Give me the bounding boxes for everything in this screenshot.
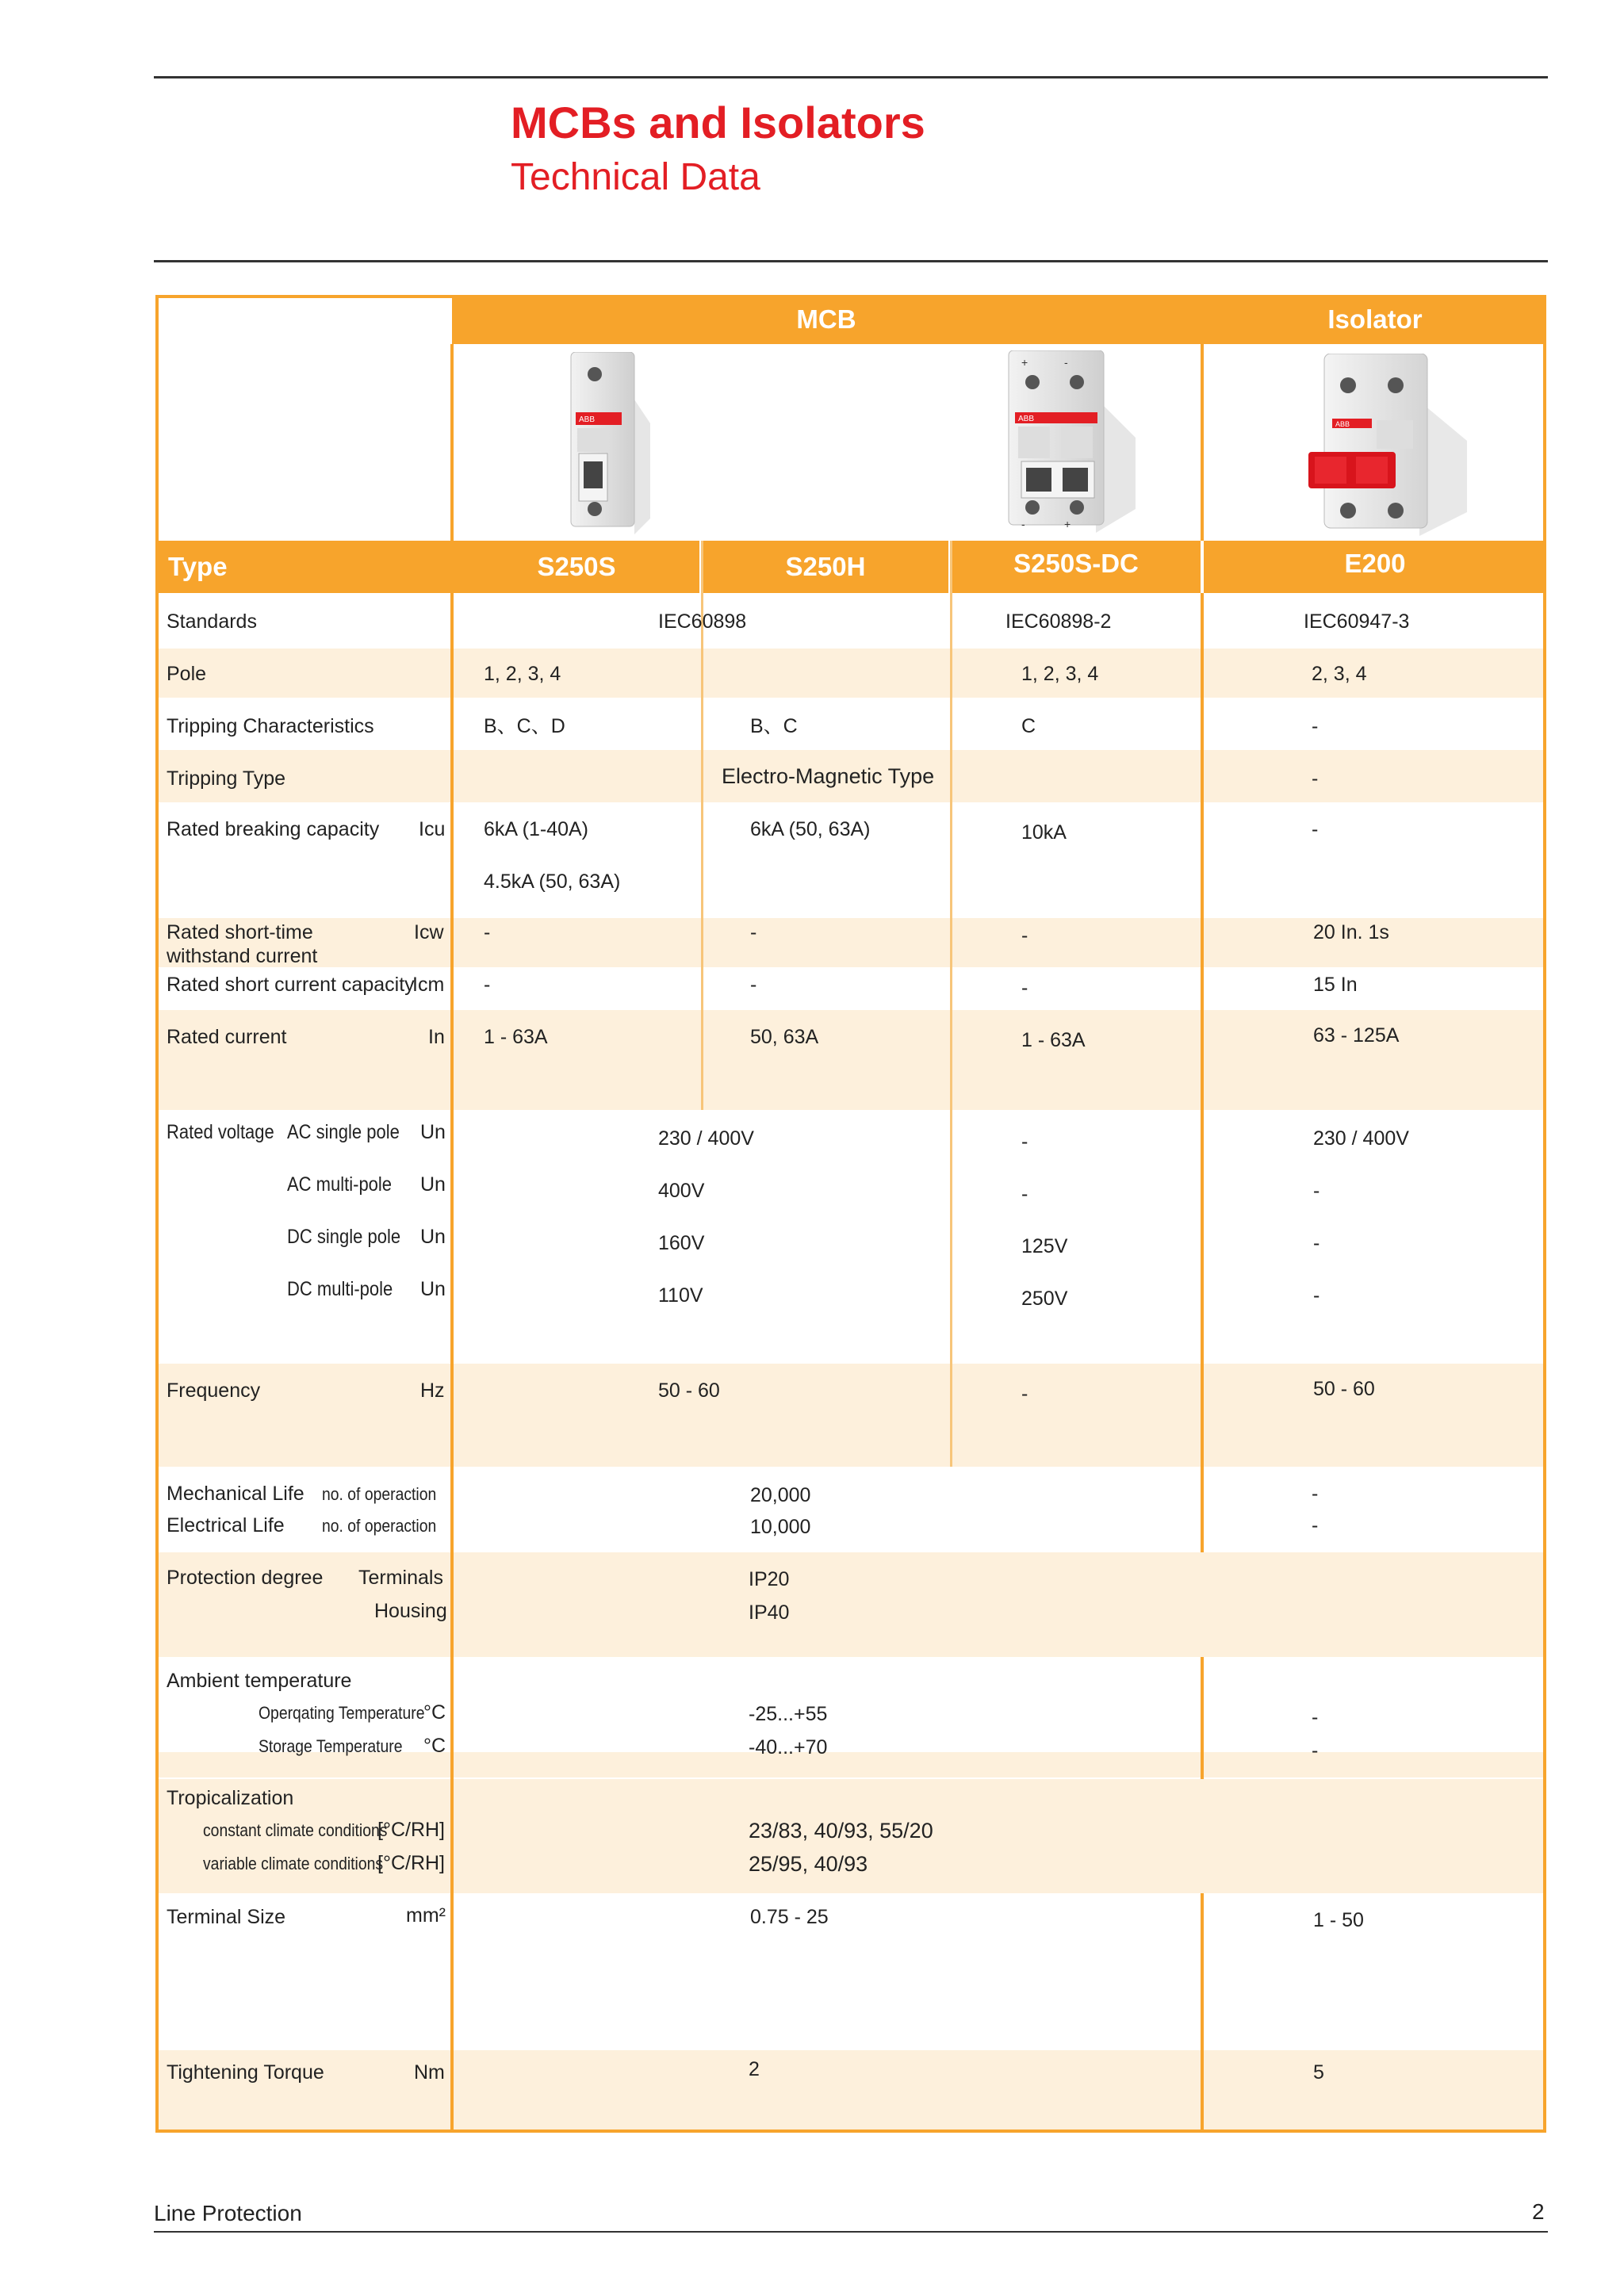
elec-life-value: 10,000 (750, 1516, 811, 1538)
voltage-dc-multi-dc: 250V (1021, 1288, 1068, 1310)
footer-rule (154, 2231, 1548, 2233)
band-torque (159, 2050, 1543, 2130)
voltage-ac-multi-e200: - (1313, 1180, 1320, 1202)
current-s250h: 50, 63A (750, 1026, 819, 1048)
breaking-dc: 10kA (1021, 821, 1067, 844)
standards-s250: IEC60898 (658, 610, 747, 633)
torque-mcb: 2 (749, 2058, 760, 2080)
pole-s250: 1, 2, 3, 4 (484, 663, 561, 685)
page-subtitle: Technical Data (511, 156, 760, 198)
voltage-dc-single-s250: 160V (658, 1232, 705, 1254)
tripping-char-label: Tripping Characteristics (167, 715, 374, 737)
current-e200: 63 - 125A (1313, 1024, 1400, 1047)
col-line-mcb-isolator (1201, 295, 1204, 541)
ambient-st-unit: °C (423, 1735, 446, 1757)
protection-housing-label: Housing (374, 1600, 447, 1622)
tropical-variable-label: variable climate conditions (203, 1854, 384, 1873)
svg-text:-: - (1021, 518, 1025, 530)
breaking-e200: - (1312, 818, 1319, 840)
short-cap-s250h: - (750, 974, 757, 996)
tropical-variable-unit: [°C/RH] (377, 1852, 445, 1874)
voltage-ac-multi-unit: Un (420, 1173, 446, 1196)
ambient-op-unit: °C (423, 1701, 446, 1724)
svg-text:-: - (1064, 356, 1068, 369)
tripping-type-e200: - (1312, 767, 1319, 790)
voltage-dc-single-label: DC single pole (287, 1226, 401, 1248)
frequency-unit: Hz (420, 1380, 445, 1402)
elec-life-unit: no. of operaction (322, 1516, 437, 1536)
short-time-e200: 20 In. 1s (1313, 921, 1389, 943)
pole-e200: 2, 3, 4 (1312, 663, 1367, 685)
frequency-e200: 50 - 60 (1313, 1378, 1375, 1400)
col-line-e200-c (1201, 1893, 1204, 2131)
voltage-dc-single-unit: Un (420, 1226, 446, 1248)
protection-label: Protection degree (167, 1567, 324, 1589)
terminal-size-unit: mm² (406, 1904, 446, 1927)
standards-e200: IEC60947-3 (1304, 610, 1410, 633)
voltage-label: Rated voltage (167, 1121, 274, 1143)
breaking-s250s-1: 6kA (1-40A) (484, 818, 589, 840)
title-rule (154, 260, 1548, 262)
col-line-dc (950, 541, 952, 1467)
tropical-label: Tropicalization (167, 1787, 294, 1809)
breaking-unit: Icu (419, 818, 446, 840)
mech-life-e200: - (1312, 1483, 1319, 1505)
current-unit: In (428, 1026, 445, 1048)
mech-life-value: 20,000 (750, 1484, 811, 1506)
protection-terminals-label: Terminals (358, 1567, 443, 1589)
ambient-st-e200: - (1312, 1739, 1319, 1762)
s250h-header (703, 541, 948, 593)
voltage-ac-single-dc: - (1021, 1131, 1028, 1153)
short-time-unit: Icw (414, 921, 444, 943)
voltage-dc-multi-s250: 110V (658, 1284, 703, 1307)
short-time-label-1: Rated short-time (167, 921, 313, 943)
col-line-e200-b (1201, 1657, 1204, 1779)
short-time-dc: - (1021, 924, 1028, 947)
short-cap-e200: 15 In (1313, 974, 1358, 996)
tropical-variable-value: 25/95, 40/93 (749, 1852, 868, 1876)
isolator-group-label: Isolator (1327, 304, 1423, 334)
tripping-type-label: Tripping Type (167, 767, 286, 790)
standards-dc: IEC60898-2 (1005, 610, 1112, 633)
ambient-op-value: -25...+55 (749, 1703, 828, 1725)
voltage-ac-single-unit: Un (420, 1121, 446, 1143)
elec-life-e200: - (1312, 1514, 1319, 1536)
s250s-header (454, 541, 699, 593)
voltage-dc-single-e200: - (1313, 1232, 1320, 1254)
voltage-dc-multi-unit: Un (420, 1278, 446, 1300)
svg-text:ABB: ABB (1018, 415, 1035, 423)
svg-text:ABB: ABB (1335, 420, 1350, 428)
col-line-e200-a (1201, 593, 1204, 1552)
e200-product-image (1300, 354, 1467, 536)
svg-text:+: + (1064, 518, 1071, 530)
mcb-group-label: MCB (796, 304, 856, 334)
tropical-constant-unit: [°C/RH] (377, 1819, 445, 1841)
mech-life-unit: no. of operaction (322, 1484, 437, 1504)
col-line-label (450, 344, 454, 2133)
tropical-constant-value: 23/83, 40/93, 55/20 (749, 1819, 933, 1843)
short-cap-s250s: - (484, 974, 491, 996)
short-cap-label: Rated short current capacity (167, 974, 415, 996)
tripping-char-s250h: B、C (750, 715, 798, 737)
short-cap-unit: Icm (412, 974, 445, 996)
ambient-st-value: -40...+70 (749, 1736, 828, 1758)
short-time-s250h: - (750, 921, 757, 943)
breaking-label: Rated breaking capacity (167, 818, 380, 840)
elec-life-label: Electrical Life (167, 1514, 285, 1536)
s250s-product-image (555, 352, 650, 534)
protection-housing-value: IP40 (749, 1601, 790, 1624)
tripping-char-dc: C (1021, 715, 1036, 737)
terminal-size-e200: 1 - 50 (1313, 1909, 1364, 1931)
s250s-dc-product-image (1001, 350, 1136, 533)
e200-header (1204, 541, 1546, 593)
frequency-s250: 50 - 60 (658, 1380, 720, 1402)
current-dc: 1 - 63A (1021, 1029, 1086, 1051)
voltage-ac-multi-label: AC multi-pole (287, 1173, 393, 1196)
voltage-ac-single-s250: 230 / 400V (658, 1127, 754, 1150)
voltage-ac-single-label: AC single pole (287, 1121, 400, 1143)
breaking-s250s-2: 4.5kA (50, 63A) (484, 871, 621, 893)
top-rule (154, 76, 1548, 78)
current-s250s: 1 - 63A (484, 1026, 548, 1048)
type-label: Type (168, 552, 228, 581)
pole-dc: 1, 2, 3, 4 (1021, 663, 1099, 685)
ambient-st-label: Storage Temperature (259, 1736, 403, 1756)
s250s-dc-header (952, 541, 1201, 593)
short-cap-dc: - (1021, 977, 1028, 999)
page-title: MCBs and Isolators (511, 98, 925, 147)
terminal-size-mcb: 0.75 - 25 (750, 1906, 829, 1928)
voltage-dc-multi-label: DC multi-pole (287, 1278, 393, 1300)
s250s-label: S250S (537, 552, 616, 581)
standards-label: Standards (167, 610, 257, 633)
footer-section-title: Line Protection (154, 2201, 302, 2225)
breaking-s250h: 6kA (50, 63A) (750, 818, 871, 840)
page-number: 2 (1532, 2199, 1545, 2224)
torque-unit: Nm (414, 2061, 445, 2084)
pole-label: Pole (167, 663, 207, 685)
short-time-s250s: - (484, 921, 491, 943)
voltage-dc-multi-e200: - (1313, 1284, 1320, 1307)
e200-label: E200 (1344, 549, 1406, 578)
voltage-ac-multi-s250: 400V (658, 1180, 705, 1202)
voltage-ac-single-e200: 230 / 400V (1313, 1127, 1409, 1150)
s250s-dc-label: S250S-DC (1013, 549, 1139, 578)
type-header-cell (155, 541, 450, 593)
tripping-char-e200: - (1312, 715, 1319, 737)
tropical-constant-label: constant climate conditions (203, 1820, 388, 1840)
ambient-op-e200: - (1312, 1706, 1319, 1728)
short-time-label-2: withstand current (167, 945, 318, 967)
ambient-label: Ambient temperature (167, 1670, 352, 1692)
terminal-size-label: Terminal Size (167, 1906, 286, 1928)
s250h-label: S250H (785, 552, 866, 581)
ambient-op-label: Operqating Temperature (259, 1703, 425, 1723)
torque-e200: 5 (1313, 2061, 1324, 2084)
voltage-ac-multi-dc: - (1021, 1183, 1028, 1205)
mech-life-label: Mechanical Life (167, 1483, 304, 1505)
torque-label: Tightening Torque (167, 2061, 324, 2084)
svg-text:+: + (1021, 356, 1028, 369)
tripping-type-mcb: Electro-Magnetic Type (722, 764, 935, 788)
current-label: Rated current (167, 1026, 287, 1048)
abb-logo: ABB (579, 415, 596, 424)
protection-terminals-value: IP20 (749, 1568, 790, 1590)
tripping-char-s250s: B、C、D (484, 715, 565, 737)
frequency-dc: - (1021, 1383, 1028, 1405)
voltage-dc-single-dc: 125V (1021, 1235, 1068, 1257)
frequency-label: Frequency (167, 1380, 261, 1402)
